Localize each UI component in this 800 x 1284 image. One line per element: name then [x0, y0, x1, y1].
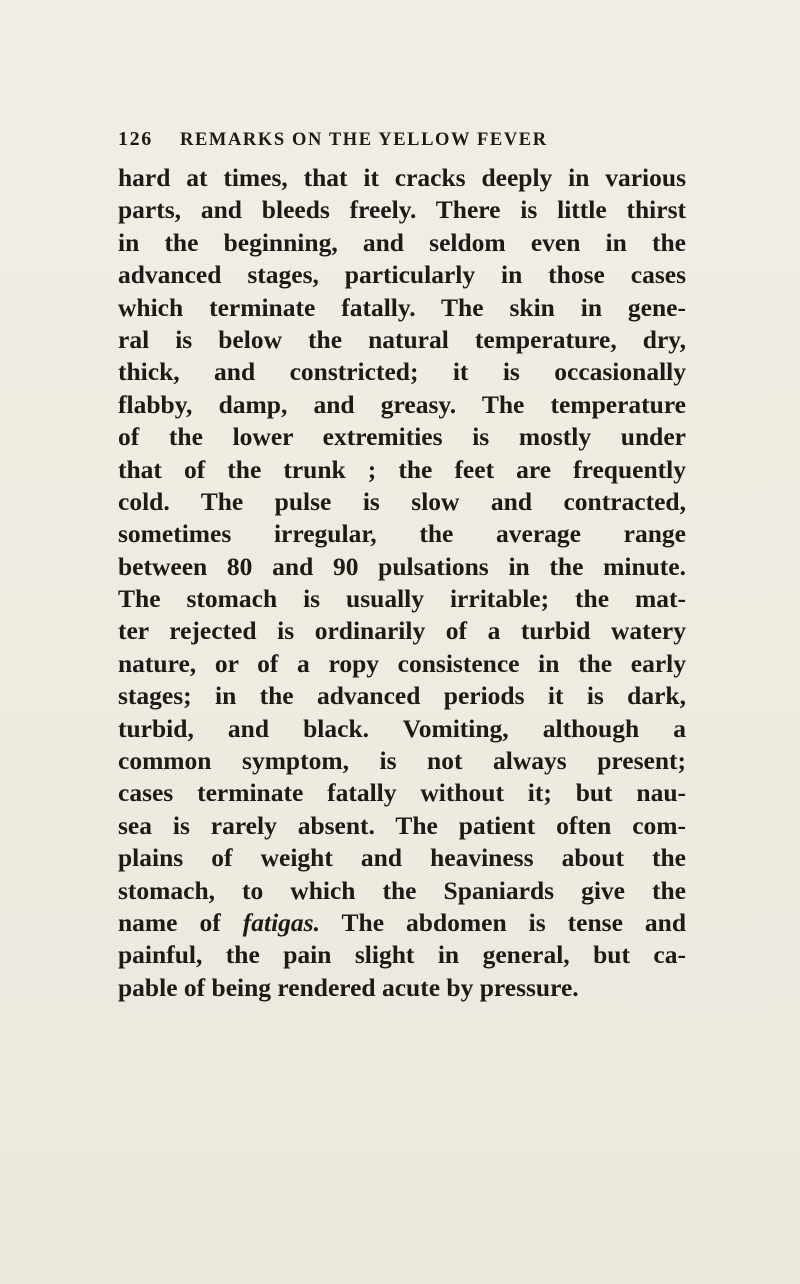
- text-line: sea is rarely absent. The patient often com-: [118, 810, 686, 840]
- text-line: stages; in the advanced periods it is dark,: [118, 681, 686, 711]
- text-line: ter rejected is ordinarily of a turbid watery: [118, 616, 686, 646]
- text-line: stomach, to which the Spaniards give the: [118, 875, 686, 905]
- text-line: cold. The pulse is slow and contracted,: [118, 486, 686, 516]
- text-line: thick, and constricted; it is occasionally: [118, 357, 686, 387]
- text-line: The stomach is usually irritable; the mat-: [118, 584, 686, 614]
- text-line: common symptom, is not always present;: [118, 746, 686, 776]
- text-line: parts, and bleeds freely. There is little thirst: [118, 195, 686, 225]
- running-header: [118, 128, 688, 158]
- text-line: plains of weight and heaviness about the: [118, 843, 686, 873]
- running-title: REMARKS ON THE YELLOW FEVER: [180, 130, 548, 150]
- text-segment: The abdomen is tense and: [319, 907, 686, 937]
- text-line: turbid, and black. Vomiting, although a: [118, 713, 686, 743]
- text-line: of the lower extremities is mostly under: [118, 422, 686, 452]
- text-line: ral is below the natural temperature, dry,: [118, 324, 686, 354]
- text-line: pable of being rendered acute by pressure.: [118, 972, 579, 1002]
- page-number: 126: [118, 128, 153, 150]
- text-line-with-emphasis: [118, 907, 686, 939]
- emphasized-term: fatigas.: [242, 907, 320, 937]
- text-line: hard at times, that it cracks deeply in various: [118, 163, 686, 192]
- text-segment: name of: [118, 907, 243, 937]
- text-line: advanced stages, particularly in those cases: [118, 260, 686, 290]
- text-line: painful, the pain slight in general, but ca-: [118, 940, 686, 970]
- body-text: [118, 162, 686, 1004]
- text-line: in the beginning, and seldom even in the: [118, 227, 686, 257]
- text-line: between 80 and 90 pulsations in the minute.: [118, 551, 686, 581]
- text-line: cases terminate fatally without it; but nau-: [118, 778, 686, 808]
- text-line: that of the trunk ; the feet are frequently: [118, 454, 686, 484]
- text-line: nature, or of a ropy consistence in the early: [118, 648, 686, 678]
- text-line: flabby, damp, and greasy. The temperature: [118, 389, 686, 419]
- text-line: sometimes irregular, the average range: [118, 519, 686, 549]
- text-line: which terminate fatally. The skin in gene-: [118, 292, 686, 322]
